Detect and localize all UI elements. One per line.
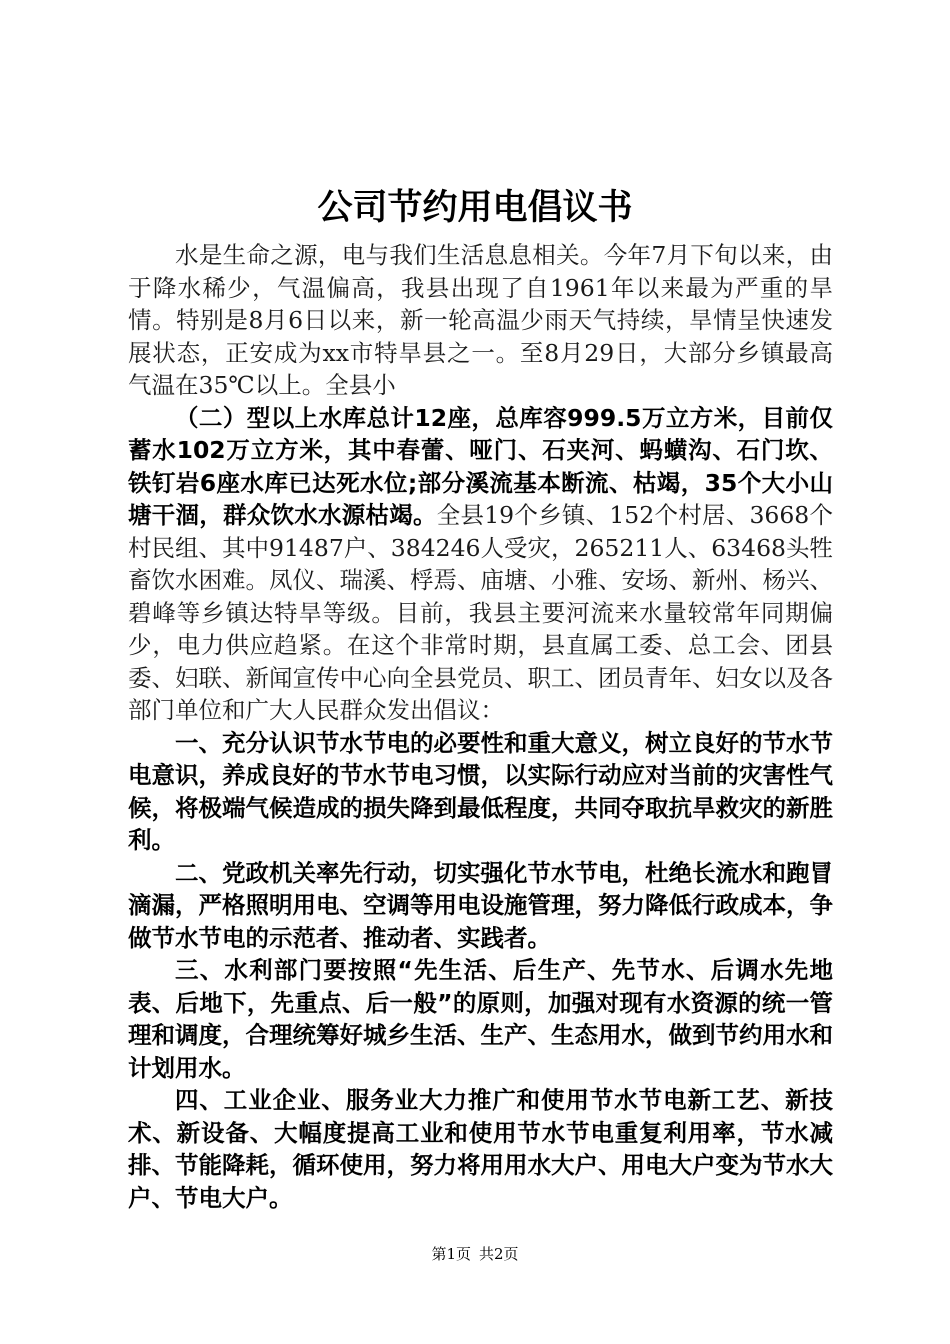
- document-body: [128, 240, 833, 1215]
- proposal-text: 三、水利部门要按照“先生活、后生产、先节水、后调水先地表、后地下，先重点、后一般”的原则，加强对现有水资源的统一管理和调度，合理统筹好城乡生活、生产、生态用水，做到节约用水和计划用水。: [128, 956, 833, 1082]
- proposal-text: 二、党政机关率先行动，切实强化节水节电，杜绝长流水和跑冒滴漏，严格照明用电、空调等用电设施管理，努力降低行政成本，争做节水节电的示范者、推动者、实践者。: [128, 858, 833, 952]
- page-number: 第1页: [431, 1245, 471, 1263]
- proposal-item-2: [128, 858, 833, 956]
- paragraph-text-bold: （二）型以上水库总计12座，总库容999.5万立方米，目前仅蓄水102万立方米，其中春蕾、哑门、石夹河、蚂蟥沟、石门坎、铁钉岩6座水库已达死水位;部分溪流基本断流、枯竭，35个大小山塘干涸，群众饮水水源枯竭。: [128, 403, 833, 529]
- paragraph-text: 水是生命之源，电与我们生活息息相关。今年7月下旬以来，由于降水稀少，气温偏高，我县出现了自1961年以来最为严重的旱情。特别是8月6日以来，新一轮高温少雨天气持续，旱情呈快速发展状态，正安成为xx市特旱县之一。至8月29日，大部分乡镇最高气温在35℃以上。全县小: [128, 241, 833, 399]
- page-footer: [0, 1243, 950, 1265]
- proposal-text: 一、充分认识节水节电的必要性和重大意义，树立良好的节水节电意识，养成良好的节水节电习惯，以实际行动应对当前的灾害性气候，将极端气候造成的损失降到最低程度，共同夺取抗旱救灾的新胜利。: [128, 728, 833, 854]
- page-total: 共2页: [479, 1245, 519, 1263]
- paragraph-intro: [128, 240, 833, 403]
- document-title: 公司节约用电倡议书: [317, 188, 633, 228]
- proposal-item-3: [128, 955, 833, 1085]
- proposal-item-4: [128, 1085, 833, 1215]
- paragraph-reservoir-status: [128, 403, 833, 728]
- proposal-item-1: [128, 728, 833, 858]
- proposal-text: 四、工业企业、服务业大力推广和使用节水节电新工艺、新技术、新设备、大幅度提高工业和使用节水节电重复利用率，节水减排、节能降耗，循环使用，努力将用用水大户、用电大户变为节水大户、节电大户。: [128, 1086, 833, 1212]
- paragraph-text: 全县19个乡镇、152个村居、3668个村民组、其中91487户、384246人受灾，265211人、63468头牲畜饮水困难。凤仪、瑞溪、桴焉、庙塘、小雅、安场、新州、杨兴、碧峰等乡镇达特旱等级。目前，我县主要河流来水量较常年同期偏少，电力供应趋紧。在这个非常时期，县直属工委、总工会、团县委、妇联、新闻宣传中心向全县党员、职工、团员青年、妇女以及各部门单位和广大人民群众发出倡议：: [128, 501, 833, 724]
